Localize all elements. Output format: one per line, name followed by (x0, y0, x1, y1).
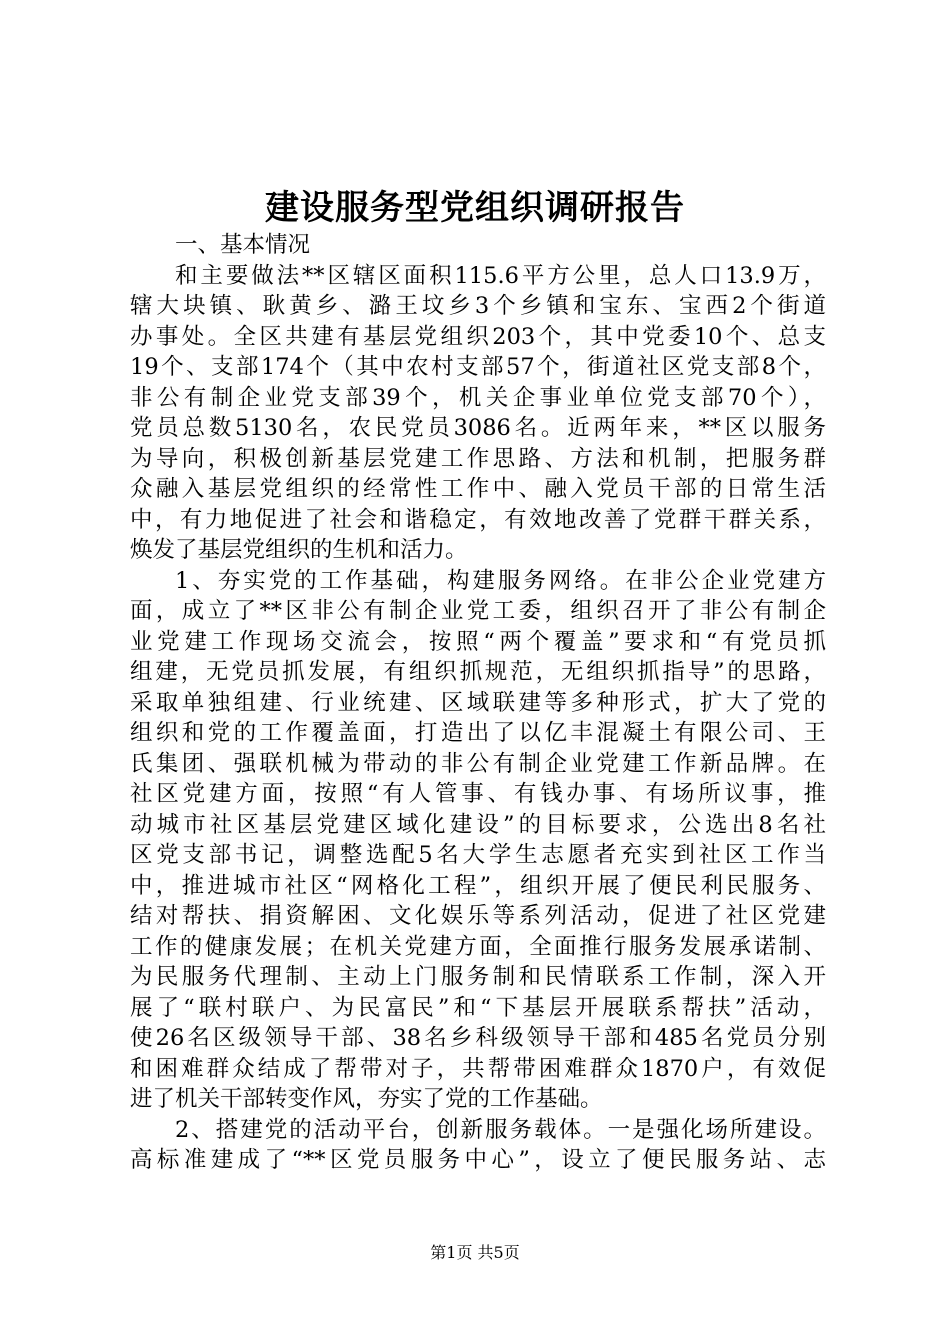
text-line: 非公有制企业党支部39个，机关企事业单位党支部70个）， (130, 384, 826, 411)
text-line: 一、基本情况 (175, 232, 311, 258)
text-line: 进了机关干部转变作风，夯实了党的工作基础。 (130, 1086, 603, 1112)
text-line: 组建，无党员抓发展，有组织抓规范，无组织抓指导”的思路， (130, 659, 826, 685)
text-line: 采取单独组建、行业统建、区域联建等多种形式，扩大了党的 (130, 689, 826, 716)
text-line: 2、搭建党的活动平台，创新服务载体。一是强化场所建设。 (175, 1116, 826, 1143)
text-line: 辖大块镇、耿黄乡、潞王坟乡3个乡镇和宝东、宝西2个街道 (130, 293, 826, 319)
text-line: 动城市社区基层党建区域化建设”的目标要求，公选出8名社 (130, 811, 826, 838)
text-line: 1、夯实党的工作基础，构建服务网络。在非公企业党建方 (175, 567, 826, 594)
text-line: 高标准建成了“**区党员服务中心”，设立了便民服务站、志 (130, 1147, 826, 1173)
text-line: 工作的健康发展；在机关党建方面，全面推行服务发展承诺制、 (130, 933, 826, 960)
text-line: 氏集团、强联机械为带动的非公有制企业党建工作新品牌。在 (130, 750, 826, 777)
text-line: 展了“联村联户、为民富民”和“下基层开展联系帮扶”活动， (130, 994, 826, 1021)
text-line: 中，有力地促进了社会和谐稳定，有效地改善了党群干群关系， (130, 506, 826, 533)
text-line: 焕发了基层党组织的生机和活力。 (130, 537, 468, 563)
text-line: 业党建工作现场交流会，按照“两个覆盖”要求和“有党员抓 (130, 628, 826, 655)
text-line: 办事处。全区共建有基层党组织203个，其中党委10个、总支 (130, 323, 826, 350)
text-line: 面，成立了**区非公有制企业党工委，组织召开了非公有制企 (130, 598, 826, 624)
text-line: 和主要做法**区辖区面积115.6平方公里，总人口13.9万， (175, 262, 826, 289)
text-line: 为民服务代理制、主动上门服务制和民情联系工作制，深入开 (130, 964, 826, 990)
text-line: 使26名区级领导干部、38名乡科级领导干部和485名党员分别 (130, 1025, 826, 1051)
text-line: 结对帮扶、捐资解困、文化娱乐等系列活动，促进了社区党建 (130, 903, 826, 929)
page-footer: 第1页 共5页 (430, 1243, 520, 1262)
text-line: 众融入基层党组织的经常性工作中、融入党员干部的日常生活 (130, 476, 826, 502)
text-line: 区党支部书记，调整选配5名大学生志愿者充实到社区工作当 (130, 842, 826, 868)
text-line: 为导向，积极创新基层党建工作思路、方法和机制，把服务群 (130, 445, 826, 472)
text-line: 19个、支部174个（其中农村支部57个，街道社区党支部8个， (130, 354, 826, 380)
text-line: 社区党建方面，按照“有人管事、有钱办事、有场所议事，推 (130, 781, 826, 807)
text-line: 组织和党的工作覆盖面，打造出了以亿丰混凝土有限公司、王 (130, 720, 826, 746)
text-line: 中，推进城市社区“网格化工程”，组织开展了便民利民服务、 (130, 872, 826, 899)
text-line: 党员总数5130名，农民党员3086名。近两年来，**区以服务 (130, 415, 826, 441)
text-line: 和困难群众结成了帮带对子，共帮带困难群众1870户，有效促 (130, 1055, 826, 1082)
document-body (130, 230, 826, 1176)
document-title: 建设服务型党组织调研报告 (265, 188, 685, 228)
